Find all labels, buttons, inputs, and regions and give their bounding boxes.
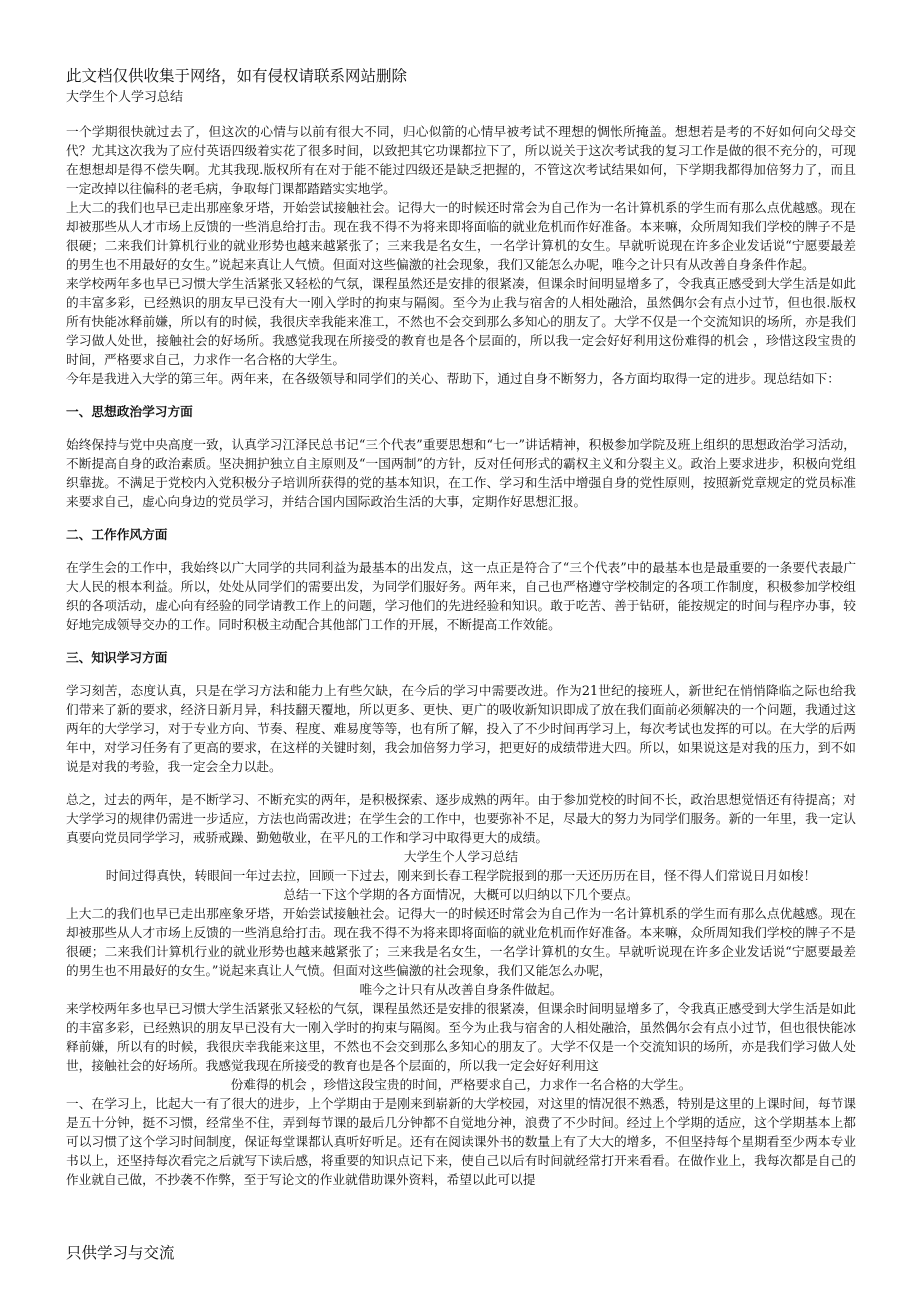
section-text: 学习刻苦，态度认真，只是在学习方法和能力上有些欠缺，在今后的学习中需要改进。作为21世纪的接班人，新世纪在悄悄降临之际也给我们带来了新的要求，经济日新月异，科技翻天覆地，所以更多、更快、更广的吸收新知识即成了放在我们面前必须解决的一个问题，我通过这两年的大学学习，对于专业方向、节奏、程度、难易度等等，也有所了解，投入了不少时间再学习上，每次考试也发挥的可以。在大学的后两年中，对学习任务有了更高的要求，在这样的关键时刻，我会加倍努力学习，把更好的成绩带进大四。所以，如果说这是对我的压力，到不如说是对我的考验，我一定会全力以赴。 — [66, 683, 856, 774]
intro-paragraph: 来学校两年多也早已习惯大学生活紧张又轻松的气氛，课程虽然还是安排的很紧凑，但课余时间明显增多了，令我真正感受到大学生活是如此的丰富多彩，已经熟识的朋友早已没有大一刚入学时的拘束与隔阂。至今为止我与宿舍的人相处融洽，虽然偶尔会有点小过节，但也很.版权所有快能冰释前嫌，所以有的时候，我很庆幸我能来准工，不然也不会交到那么多知心的朋友了。大学不仅是一个交流知识的场所，亦是我们学习做人处世，接触社会的好场所。我感觉我现在所接受的教育也是各个层面的，所以我一定会好好利用这份难得的机会 ，珍惜这段宝贵的时间，严格要求自己，力求作一名合格的大学生。 — [66, 276, 856, 367]
document-title: 大学生个人学习总结 — [66, 90, 184, 105]
section-heading: 三、知识学习方面 — [66, 650, 168, 665]
second-paragraph-end: 唯今之计只有从改善自身条件做起。 — [359, 982, 563, 997]
intro-paragraph: 上大二的我们也早已走出那座象牙塔，开始尝试接触社会。记得大一的时候还时常会为自己作为一名计算机系的学生而有那么点优越感。现在却被那些从人才市场上反馈的一些消息给打击。现在我不得不为将来即将面临的就业危机而作好准备。本来嘛，众所周知我们学校的牌子不是很硬；二来我们计算机行业的就业形势也越来越紧张了；三来我是名女生，一名学计算机的女生。早就听说现在许多企业发话说“宁愿要最差的男生也不用最好的女生。”说起来真让人气愤。但面对这些偏激的社会现象，我们又能怎么办呢，唯今之计只有从改善自身条件作起。 — [66, 200, 856, 272]
section-text: 在学生会的工作中，我始终以广大同学的共同利益为最基本的出发点，这一点正是符合了“三个代表”中的最基本也是最重要的一条要代表最广大人民的根本利益。所以，处处从同学们的需要出发，为同学们服好务。两年来，自己也严格遵守学校制定的各项工作制度，积极参加学校组织的各项活动，虚心向有经验的同学请教工作上的问题，学习他们的先进经验和知识。敢于吃苦、善于钻研，能按规定的时间与程序办事，较好地完成领导交办的工作。同时积极主动配合其他部门工作的开展，不断提高工作效能。 — [66, 560, 856, 632]
document-body — [66, 122, 856, 1189]
second-paragraph: 来学校两年多也早已习惯大学生活紧张又轻松的气氛，课程虽然还是安排的很紧凑，但课余时间明显增多了，令我真正感受到大学生活是如此的丰富多彩，已经熟识的朋友早已没有大一刚入学时的拘束与隔阂。至今为止我与宿舍的人相处融洽，虽然偶尔会有点小过节，但也很快能冰释前嫌，所以有的时候，我很庆幸我能来这里，不然也不会交到那么多知心的朋友了。大学不仅是一个交流知识的场所，亦是我们学习做人处世，接触社会的好场所。我感觉我现在所接受的教育也是各个层面的，所以我一定会好好利用这 — [66, 1001, 856, 1073]
header-disclaimer: 此文档仅供收集于网络，如有侵权请联系网站删除 — [66, 67, 408, 85]
intro-paragraph: 今年是我进入大学的第三年。两年来，在各级领导和同学们的关心、帮助下，通过自身不断努力，各方面均取得一定的进步。现总结如下： — [66, 371, 840, 386]
section-heading: 二、工作作风方面 — [66, 527, 168, 542]
footer-note: 只供学习与交流 — [66, 1244, 175, 1262]
second-paragraph: 上大二的我们也早已走出那座象牙塔，开始尝试接触社会。记得大一的时候还时常会为自己作为一名计算机系的学生而有那么点优越感。现在却被那些从人才市场上反馈的一些消息给打击。现在我不得不为将来即将面临的就业危机而作好准备。本来嘛，众所周知我们学校的牌子不是很硬；二来我们计算机行业的就业形势也越来越紧张了；三来我是名女生，一名学计算机的女生。早就听说现在许多企业发话说“宁愿要最差的男生也不用最好的女生。”说起来真让人气愤。但面对这些偏激的社会现象，我们又能怎么办呢， — [66, 906, 856, 978]
second-paragraph-end: 份难得的机会 ，珍惜这段宝贵的时间，严格要求自己，力求作一名合格的大学生。 — [230, 1077, 692, 1092]
second-title: 大学生个人学习总结 — [403, 849, 519, 864]
second-intro-line: 总结一下这个学期的各方面情况，大概可以归纳以下几个要点。 — [283, 887, 639, 902]
intro-paragraph: 一个学期很快就过去了，但这次的心情与以前有很大不同，归心似箭的心情早被考试不理想的惆怅所掩盖。想想若是考的不好如何向父母交代？尤其这次我为了应付英语四级着实花了很多时间，以致把其它功课都拉下了，所以说关于这次考试我的复习工作是做的很不充分的，可现在想想却是得不偿失啊。尤其我现.版权所有在对于能不能过四级还是缺乏把握的，不管这次考试结果如何，下学期我都得加倍努力了，而且一定改掉以往偏科的老毛病，争取每门课都踏踏实实地学。 — [66, 124, 856, 196]
second-paragraph: 一、在学习上，比起大一有了很大的进步，上个学期由于是刚来到崭新的大学校园，对这里的情况很不熟悉，特别是这里的上课时间，每节课是五十分钟，挺不习惯，经常坐不住，弄到每节课的最后几分钟都不自觉地分神，浪费了不少时间。经过上个学期的适应，这个学期基本上都可以习惯了这个学习时间制度，保证每堂课都认真听好听足。还有在阅读课外书的数量上有了大大的增多，不但坚持每个星期看至少两本专业书以上，还坚持每次看完之后就写下读后感，将重要的知识点记下来，使自己以后有时间就经常打开来看看。在做作业上，我每次都是自己的作业就自己做，不抄袭不作弊，至于写论文的作业就借助课外资料，希望以此可以提 — [66, 1096, 856, 1187]
second-intro-line: 时间过得真快，转眼间一年过去拉，回顾一下过去，刚来到长春工程学院报到的那一天还历历在目，怪不得人们常说日月如梭！ — [105, 868, 817, 883]
conclusion-paragraph: 总之，过去的两年，是不断学习、不断充实的两年，是积极探索、逐步成熟的两年。由于参加党校的时间不长，政治思想觉悟还有待提高；对大学学习的规律仍需进一步适应，方法也尚需改进；在学生会的工作中，也要弥补不足，尽最大的努力为同学们服务。新的一年里，我一定认真要向党员同学学习，戒骄戒躁、勤勉敬业，在平凡的工作和学习中取得更大的成绩。 — [66, 792, 856, 845]
section-heading: 一、思想政治学习方面 — [66, 404, 193, 419]
section-text: 始终保持与党中央高度一致，认真学习江泽民总书记“三个代表”重要思想和“七一”讲话精神，积极参加学院及班上组织的思想政治学习活动，不断提高自身的政治素质。坚决拥护独立自主原则及“一国两制”的方针，反对任何形式的霸权主义和分裂主义。政治上要求进步，积极向党组织靠拢。不满足于党校内入党积极分子培训所获得的党的基本知识，在工作、学习和生活中增强自身的党性原则，按照新党章规定的党员标准来要求自己，虚心向身边的党员学习，并结合国内国际政治生活的大事，定期作好思想汇报。 — [66, 437, 856, 509]
